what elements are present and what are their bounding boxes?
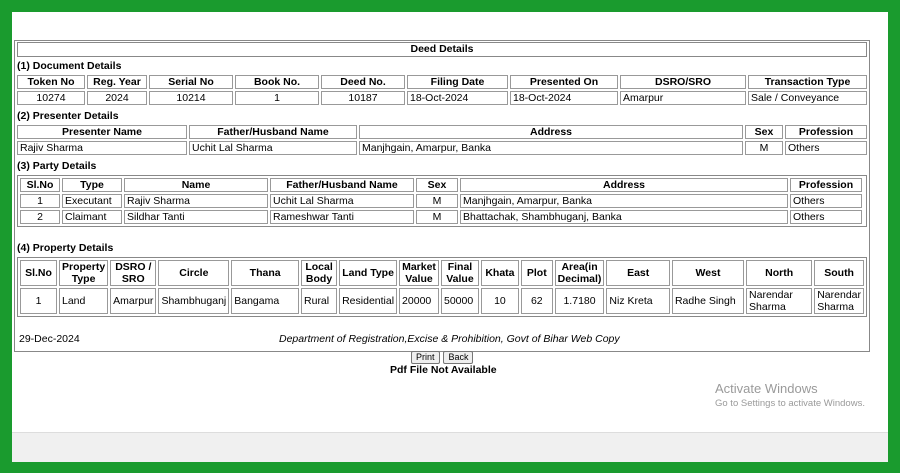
presenter-father-name: Uchit Lal Sharma <box>189 141 357 155</box>
table-row <box>20 194 862 208</box>
party-header: Profession <box>790 178 862 192</box>
party-sex: M <box>416 194 458 208</box>
reg-year: 2024 <box>87 91 147 105</box>
presenter-address: Manjhgain, Amarpur, Banka <box>359 141 743 155</box>
party-father-name: Uchit Lal Sharma <box>270 194 414 208</box>
footer-department: Department of Registration,Excise & Prohibition, Govt of Bihar Web Copy <box>279 333 620 345</box>
property-header: Plot <box>521 260 553 286</box>
property-slno: 1 <box>20 288 57 314</box>
property-north: Narendar Sharma <box>746 288 812 314</box>
party-box <box>17 175 867 227</box>
party-name: Rajiv Sharma <box>124 194 268 208</box>
filing-date: 18-Oct-2024 <box>407 91 508 105</box>
party-table <box>18 176 864 226</box>
bottom-bar <box>12 432 888 462</box>
party-father-name: Rameshwar Tanti <box>270 210 414 224</box>
page-frame <box>12 12 888 461</box>
party-address: Bhattachak, Shambhuganj, Banka <box>460 210 788 224</box>
party-type: Claimant <box>62 210 122 224</box>
deed-footer <box>19 333 865 347</box>
doc-header: Deed No. <box>321 75 405 89</box>
property-circle: Shambhuganj <box>158 288 229 314</box>
property-header: DSRO / SRO <box>110 260 156 286</box>
presenter-header: Father/Husband Name <box>189 125 357 139</box>
property-local-body: Rural <box>301 288 337 314</box>
presenter-header: Address <box>359 125 743 139</box>
party-header: Type <box>62 178 122 192</box>
party-profession: Others <box>790 210 862 224</box>
property-table <box>18 258 866 316</box>
doc-header: Transaction Type <box>748 75 867 89</box>
property-header: Area(in Decimal) <box>555 260 605 286</box>
section-property-title: (4) Property Details <box>17 242 114 254</box>
property-header: North <box>746 260 812 286</box>
property-header: Land Type <box>339 260 397 286</box>
transaction-type: Sale / Conveyance <box>748 91 867 105</box>
property-east: Niz Kreta <box>606 288 670 314</box>
property-header: Thana <box>231 260 299 286</box>
presenter-header: Presenter Name <box>17 125 187 139</box>
property-box <box>17 257 867 317</box>
party-header: Sl.No <box>20 178 60 192</box>
token-no: 10274 <box>17 91 85 105</box>
document-table <box>15 73 869 107</box>
table-row <box>20 210 862 224</box>
doc-header: Book No. <box>235 75 319 89</box>
doc-header: DSRO/SRO <box>620 75 746 89</box>
deed-no: 10187 <box>321 91 405 105</box>
pdf-status-message: Pdf File Not Available <box>390 364 497 376</box>
section-presenter-title: (2) Presenter Details <box>17 110 119 122</box>
property-dsro: Amarpur <box>110 288 156 314</box>
activate-windows-title: Activate Windows <box>715 381 818 396</box>
property-header: Property Type <box>59 260 108 286</box>
party-slno: 1 <box>20 194 60 208</box>
property-header: West <box>672 260 744 286</box>
property-khata: 10 <box>481 288 519 314</box>
property-land-type: Residential <box>339 288 397 314</box>
property-west: Radhe Singh <box>672 288 744 314</box>
action-buttons <box>411 351 474 364</box>
property-header: Market Value <box>399 260 439 286</box>
party-address: Manjhgain, Amarpur, Banka <box>460 194 788 208</box>
presenter-header: Profession <box>785 125 867 139</box>
print-button[interactable]: Print <box>411 351 440 364</box>
presenter-profession: Others <box>785 141 867 155</box>
property-market-value: 20000 <box>399 288 439 314</box>
table-row <box>17 141 867 155</box>
back-button[interactable]: Back <box>443 351 473 364</box>
doc-header: Filing Date <box>407 75 508 89</box>
doc-header: Reg. Year <box>87 75 147 89</box>
footer-date: 29-Dec-2024 <box>19 333 80 345</box>
property-header: Sl.No <box>20 260 57 286</box>
property-header: South <box>814 260 864 286</box>
presenter-name: Rajiv Sharma <box>17 141 187 155</box>
property-thana: Bangama <box>231 288 299 314</box>
doc-header: Presented On <box>510 75 618 89</box>
presenter-table <box>15 123 869 157</box>
property-area: 1.7180 <box>555 288 605 314</box>
section-party-title: (3) Party Details <box>17 160 97 172</box>
presenter-sex: M <box>745 141 783 155</box>
property-header: Final Value <box>441 260 479 286</box>
activate-windows-subtitle: Go to Settings to activate Windows. <box>715 398 865 409</box>
serial-no: 10214 <box>149 91 233 105</box>
party-slno: 2 <box>20 210 60 224</box>
property-header: Local Body <box>301 260 337 286</box>
deed-details-panel <box>14 40 870 352</box>
doc-header: Token No <box>17 75 85 89</box>
book-no: 1 <box>235 91 319 105</box>
property-header: Khata <box>481 260 519 286</box>
deed-title: Deed Details <box>17 42 867 57</box>
property-type: Land <box>59 288 108 314</box>
doc-header: Serial No <box>149 75 233 89</box>
property-final-value: 50000 <box>441 288 479 314</box>
section-document-title: (1) Document Details <box>17 60 122 72</box>
party-type: Executant <box>62 194 122 208</box>
property-south: Narendar Sharma <box>814 288 864 314</box>
dsro-sro: Amarpur <box>620 91 746 105</box>
party-header: Name <box>124 178 268 192</box>
party-sex: M <box>416 210 458 224</box>
party-profession: Others <box>790 194 862 208</box>
party-name: Sildhar Tanti <box>124 210 268 224</box>
party-header: Sex <box>416 178 458 192</box>
table-row <box>20 288 864 314</box>
presenter-header: Sex <box>745 125 783 139</box>
property-plot: 62 <box>521 288 553 314</box>
presented-on: 18-Oct-2024 <box>510 91 618 105</box>
property-header: Circle <box>158 260 229 286</box>
party-header: Address <box>460 178 788 192</box>
table-row <box>17 91 867 105</box>
property-header: East <box>606 260 670 286</box>
party-header: Father/Husband Name <box>270 178 414 192</box>
